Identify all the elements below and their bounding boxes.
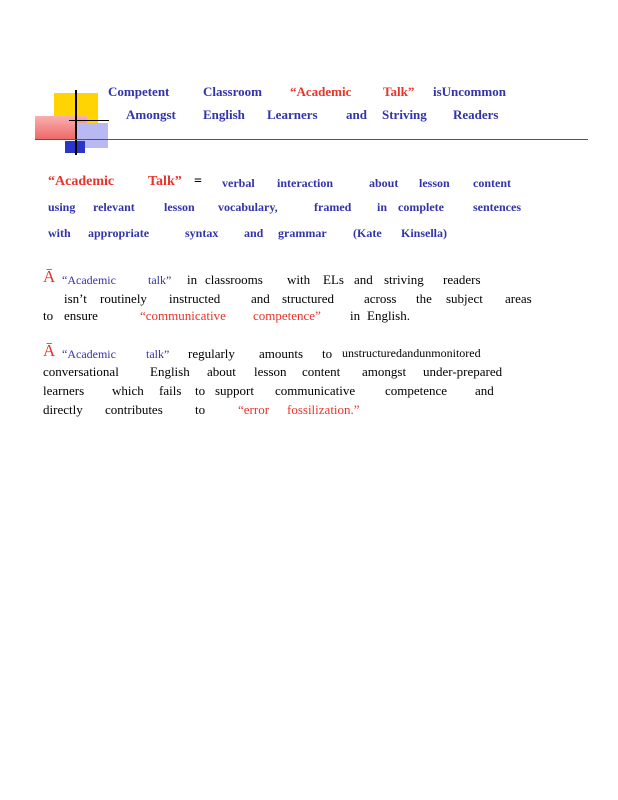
bullet-word: amongst <box>362 364 407 379</box>
title-word: Classroom <box>203 84 262 99</box>
definition-word: verbal <box>222 176 255 190</box>
bullet-word: to <box>195 402 206 417</box>
bullet-word: the <box>416 291 432 306</box>
bullet-word: and <box>354 272 373 287</box>
bullet-word: directly <box>43 402 83 417</box>
bullet-word: to <box>195 383 206 398</box>
bullet-word: about <box>207 364 236 379</box>
bullet-word: across <box>364 291 397 306</box>
bullet-icon: Ā <box>43 267 56 286</box>
bullet-word: ensure <box>64 308 98 323</box>
definition-word: in <box>377 200 388 214</box>
definition-word: and <box>244 226 264 240</box>
definition-word: (Kate <box>353 226 382 240</box>
bullet-word-highlight: “communicative <box>140 308 226 323</box>
bullet-word: in <box>350 308 361 323</box>
bullet-word-highlight: “Academic <box>62 273 116 287</box>
bullet-word: content <box>302 364 341 379</box>
bullet-word-highlight: fossilization.” <box>287 402 360 417</box>
bullet-word: to <box>43 308 54 323</box>
bullet-word: classrooms <box>205 272 263 287</box>
bullet-word: ELs <box>323 272 344 287</box>
definition-word: Kinsella) <box>401 226 448 240</box>
bullet-word: structured <box>282 291 334 306</box>
bullet-word-highlight: talk” <box>146 347 170 361</box>
definition-word: framed <box>314 200 352 214</box>
bullet-word: under-prepared <box>423 364 503 379</box>
title-divider <box>35 139 588 140</box>
definition-word-highlight: “Academic <box>48 174 115 189</box>
definition-word: using <box>48 200 76 214</box>
title-word: and <box>346 107 367 122</box>
bullet-word: subject <box>446 291 483 306</box>
bullet-word-highlight: talk” <box>148 273 172 287</box>
title-word: Competent <box>108 84 170 99</box>
definition-equals: = <box>194 174 202 189</box>
bullet-icon: Ā <box>43 341 56 360</box>
definition-word: interaction <box>277 176 333 190</box>
definition-word: with <box>48 226 71 240</box>
bullet-word: English. <box>367 308 410 323</box>
definition-word-highlight: Talk” <box>148 174 182 189</box>
definition-word: grammar <box>278 226 327 240</box>
definition-word: sentences <box>473 200 521 214</box>
title-word: English <box>203 107 245 122</box>
bullet-word: communicative <box>275 383 356 398</box>
bullet-word: support <box>215 383 254 398</box>
bullet-word: which <box>112 383 144 398</box>
definition-word: lesson <box>419 176 450 190</box>
bullet-word: English <box>150 364 190 379</box>
bullet-word: and <box>251 291 270 306</box>
title-word-highlight: “Academic <box>290 84 352 99</box>
logo-horizontal-line <box>69 120 109 121</box>
bullet-word: readers <box>443 272 481 287</box>
logo-graphic <box>35 90 110 155</box>
bullet-word: unstructuredandunmonitored <box>342 346 481 360</box>
bullet-word: and <box>475 383 494 398</box>
definition-word: lesson <box>164 200 195 214</box>
definition-word: syntax <box>185 226 219 240</box>
bullet-word: striving <box>384 272 424 287</box>
definition-word: appropriate <box>88 226 150 240</box>
title-word: Amongst <box>126 107 176 122</box>
title-word: Learners <box>267 107 318 122</box>
bullet-word: lesson <box>254 364 287 379</box>
definition-word: content <box>473 176 511 190</box>
definition-word: complete <box>398 200 444 214</box>
bullet-word: in <box>187 272 198 287</box>
bullet-word: conversational <box>43 364 119 379</box>
definition-word: relevant <box>93 200 135 214</box>
bullet-word: instructed <box>169 291 221 306</box>
bullet-word: competence <box>385 383 448 398</box>
bullet-word: to <box>322 346 333 361</box>
bullet-word-highlight: “Academic <box>62 347 116 361</box>
title-word: Striving <box>382 107 427 122</box>
definition-word: vocabulary, <box>218 200 278 214</box>
bullet-word: routinely <box>100 291 147 306</box>
bullet-word-highlight: competence” <box>253 308 321 323</box>
bullet-word-highlight: “error <box>238 402 270 417</box>
bullet-word: fails <box>159 383 182 398</box>
title-word-highlight: Talk” <box>383 84 415 99</box>
bullet-word: with <box>287 272 311 287</box>
bullet-word: contributes <box>105 402 163 417</box>
bullet-word: regularly <box>188 346 235 361</box>
bullet-word: amounts <box>259 346 304 361</box>
title-word: isUncommon <box>433 84 506 99</box>
title-word: Readers <box>453 107 499 122</box>
definition-word: about <box>369 176 399 190</box>
bullet-word: areas <box>505 291 532 306</box>
bullet-word: isn’t <box>64 291 87 306</box>
bullet-word: learners <box>43 383 85 398</box>
logo-vertical-line <box>75 90 77 155</box>
